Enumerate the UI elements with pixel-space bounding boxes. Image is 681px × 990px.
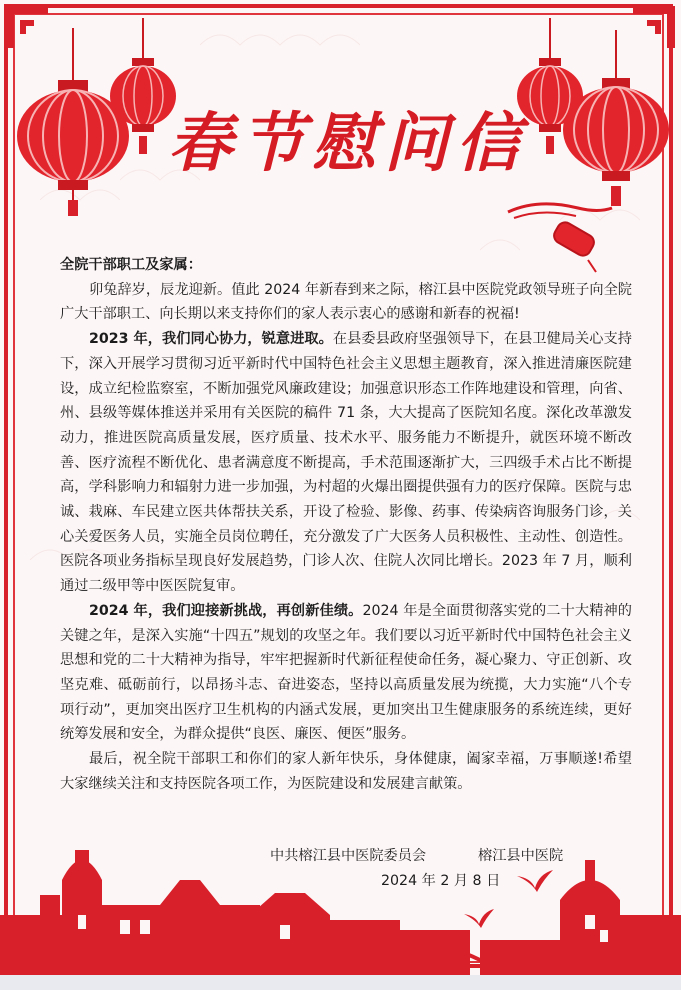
salutation: 全院干部职工及家属： [60, 257, 202, 273]
city-skyline-silhouette [0, 820, 681, 975]
page-bottom-strip [0, 975, 681, 990]
bird-icon [515, 868, 555, 894]
paragraph-4: 最后，祝全院干部职工和你们的家人新年快乐，身体健康，阖家幸福，万事顺遂!希望大家继续关注和支持医院各项工作，为医院建设和发展建言献策。 [60, 751, 632, 792]
signature-date: 2024 年 2 月 8 日 [381, 873, 501, 889]
bird-icon [462, 908, 496, 930]
signature-org-1: 中共榕江县中医院委员会 [270, 848, 427, 864]
letter-title: 春节慰问信 [168, 106, 528, 181]
paragraph-3: 2024 年，我们迎接新挑战，再创新佳绩。2024 年是全面贯彻落实党的二十大精神的关键之年，是深入实施“十四五”规划的攻坚之年。我们要以习近平新时代中国特色社会主义思想和党的二十大精神为指导，牢牢把握新时代新征程使命任务，凝心聚力、守正创新、攻坚克难、砥砺前行，以昂扬斗志、奋进姿态，坚持以高质量发展为统揽，大力实施“八个专项行动”，更加突出医疗卫生机构的内涵式发展，更加突出卫生健康服务的系统连续，更好统筹发展和安全，为群众提供“良医、廉医、便医”服务。 [60, 602, 632, 743]
signature-org-2: 榕江县中医院 [478, 848, 564, 864]
paragraph-2: 2023 年，我们同心协力，锐意进取。在县委县政府坚强领导下，在县卫健局关心支持下，深入开展学习贯彻习近平新时代中国特色社会主义思想主题教育，深入推进清廉医院建设，成立纪检监察室，不断加强党风廉政建设；加强意识形态工作阵地建设和管理，向省、州、县级等媒体推送并采用有关医院的稿件 71 条，大大提高了医院知名度。深化改革激发动力，推进医院高质量发展，医疗质量、技术水平、服务能力不断提升，就医环境不断改善、医疗流程不断优化、患者满意度不断提高，手术范围逐渐扩大，三四级手术占比不断提高，学科影响力和辐射力进一步加强，为村超的火爆出圈提供强有力的医疗保障。医院与忠诚、栽麻、车民建立医共体帮扶关系，开设了检验、影像、药事、传染病咨询服务门诊，关心关爱医务人员，实施全员岗位聘任，充分激发了广大医务人员积极性、主动性、创造性。医院各项业务指标呈现良好发展趋势，门诊人次、住院人次同比增长。2023 年 7 月，顺利通过二级甲等中医医院复审。 [60, 331, 632, 595]
paragraph-1: 卯兔辞岁，辰龙迎新。值此 2024 年新春到来之际，榕江县中医院党政领导班子向全院广大干部职工、向长期以来支持你们的家人表示衷心的感谢和新春的祝福! [60, 281, 632, 323]
letter-body [60, 253, 632, 796]
lantern-icon [560, 30, 672, 210]
